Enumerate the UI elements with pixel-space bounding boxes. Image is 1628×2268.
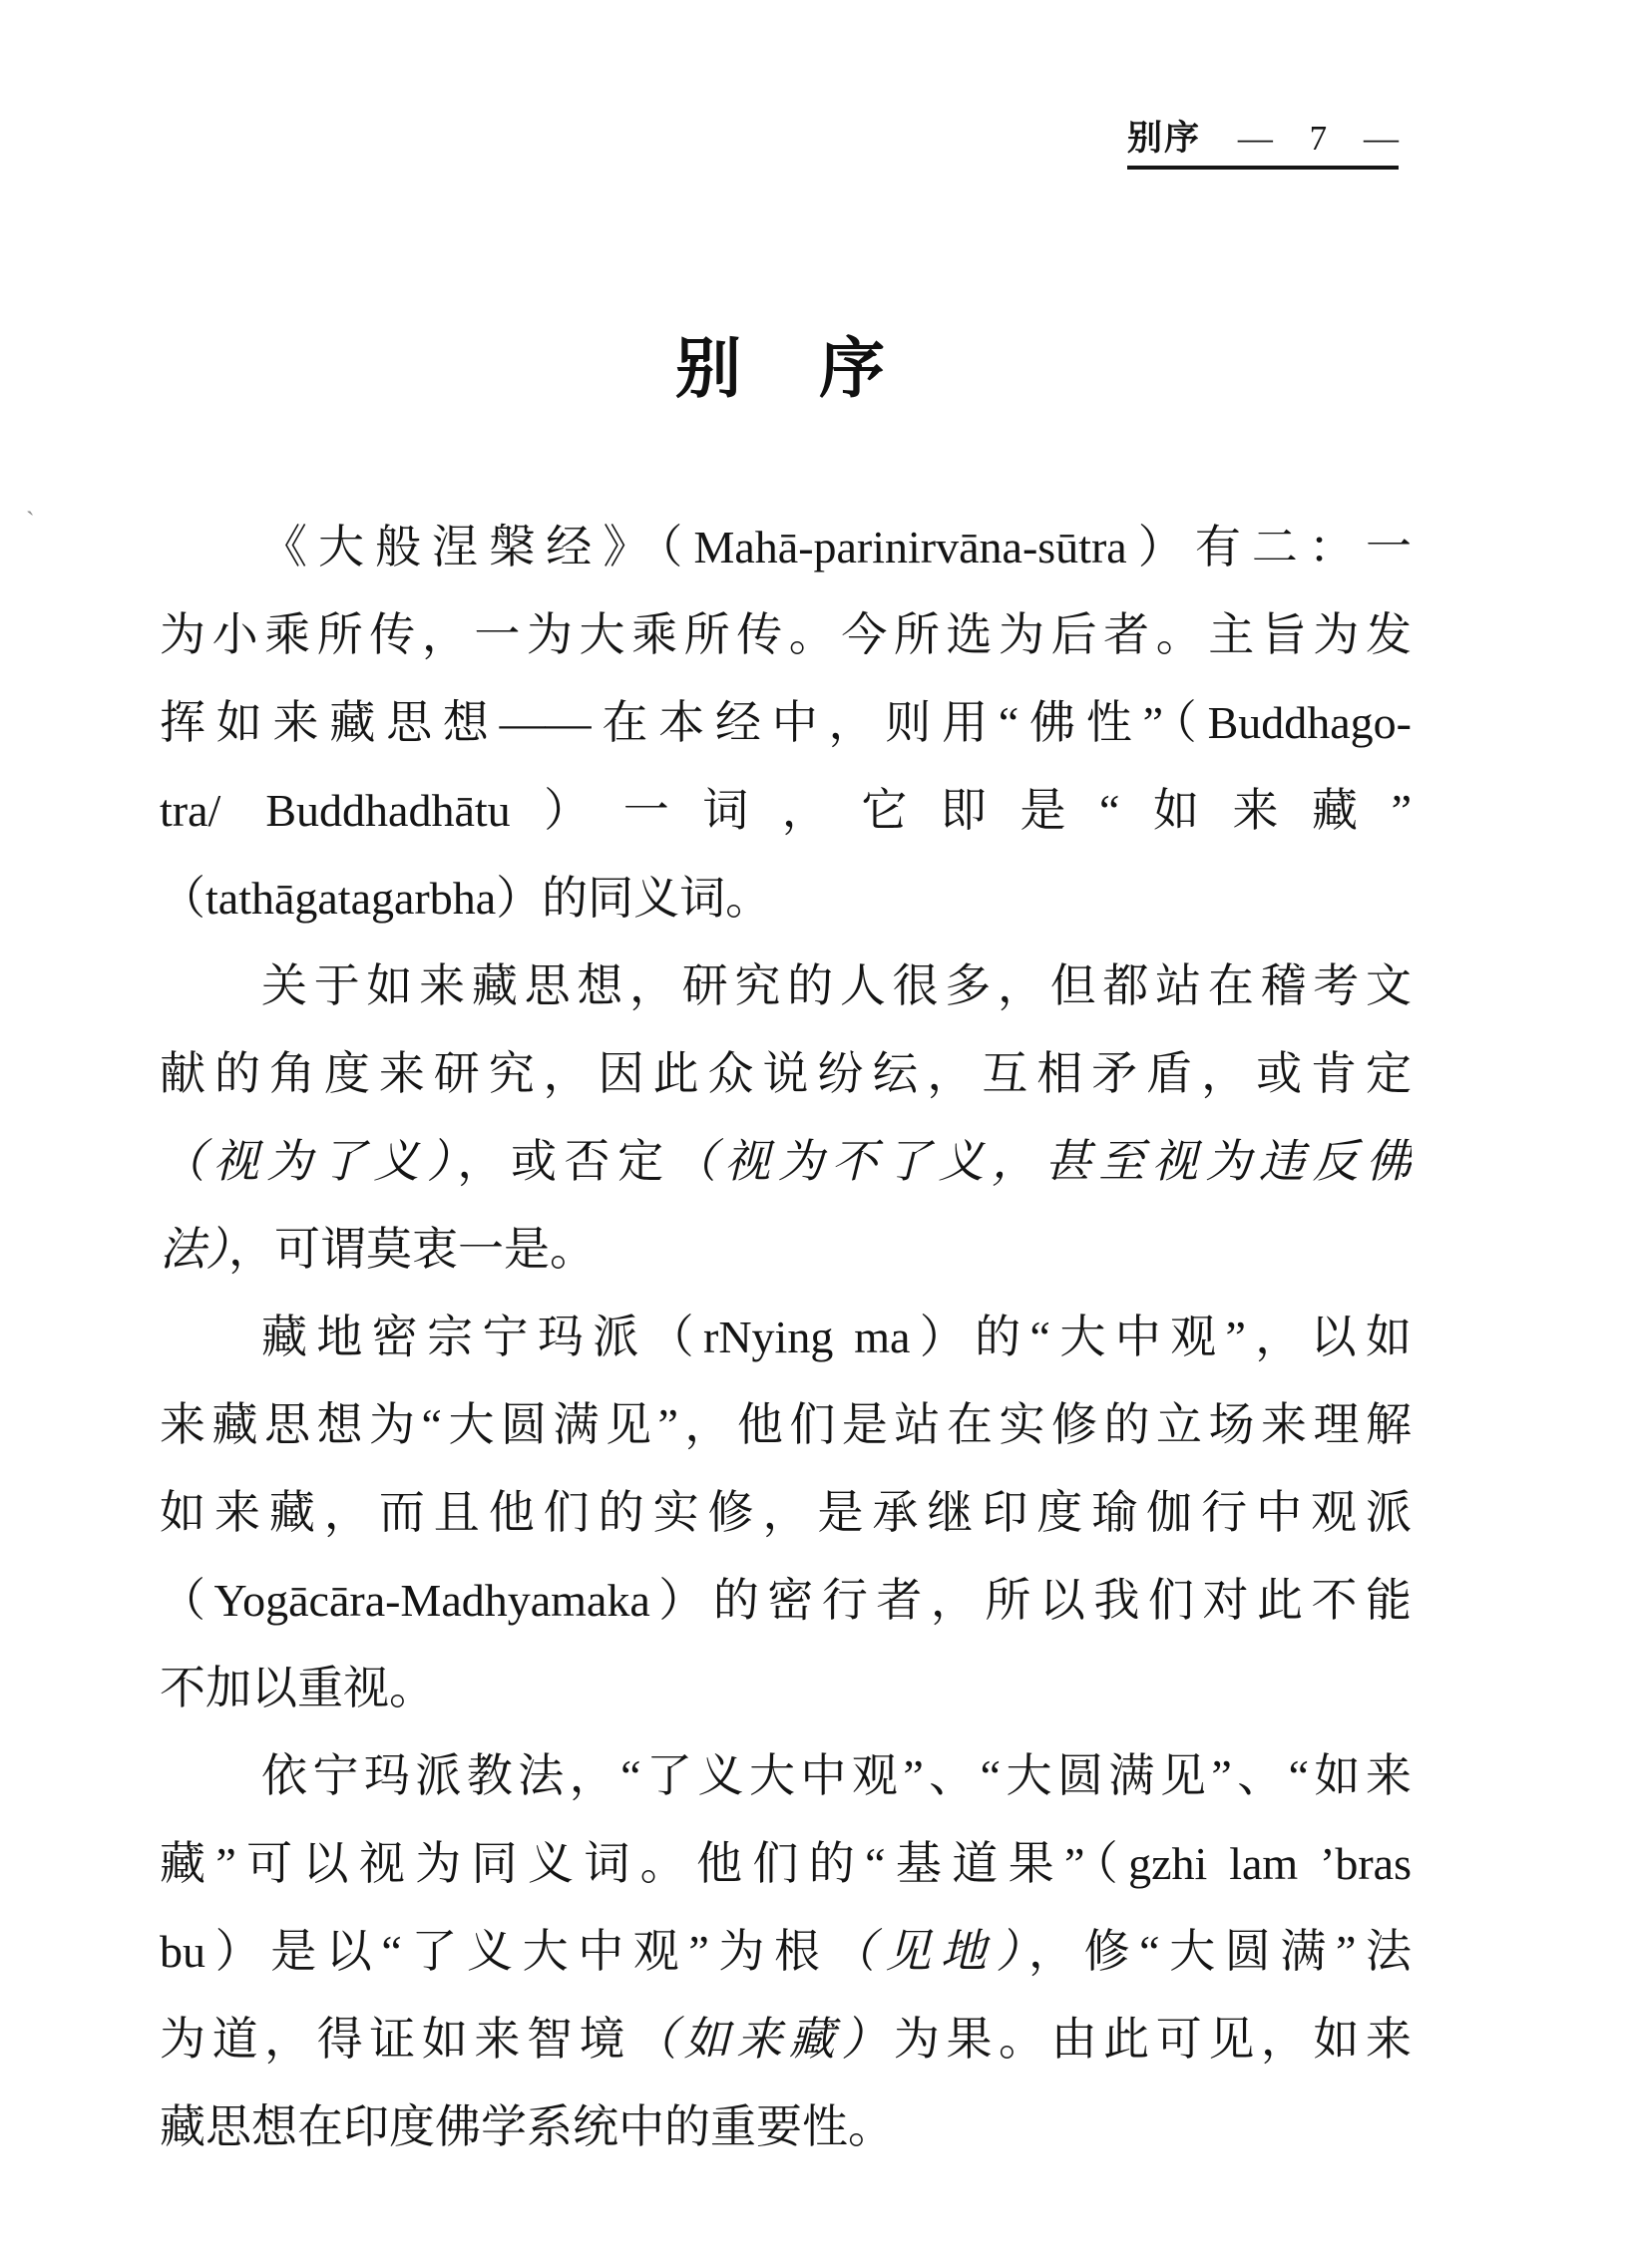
text-line <box>160 1645 1412 1732</box>
text-line <box>160 943 1412 1030</box>
text-segment: （Yogācāra-Madhyamaka）的密行者，所以我们对此不能 <box>160 1575 1412 1626</box>
text-line <box>160 1732 1412 1820</box>
text-segment: 为道，得证如来智境 <box>160 2014 632 2065</box>
text-line <box>160 855 1412 943</box>
text-segment: ，可谓莫衷一是。 <box>228 1224 596 1275</box>
text-segment: 藏地密宗宁玛派（rNying ma）的“大中观”，以如 <box>261 1312 1412 1362</box>
text-segment: （tathāgatagarbha）的同义词。 <box>160 873 772 924</box>
body-text <box>160 504 1412 2171</box>
text-line <box>160 1294 1412 1381</box>
text-line <box>160 504 1412 591</box>
text-segment: 关于如来藏思想，研究的人很多，但都站在稽考文 <box>261 960 1412 1011</box>
text-line <box>160 1206 1412 1294</box>
chapter-title: 别 序 <box>675 333 891 406</box>
text-segment: ，或否定 <box>457 1136 671 1187</box>
text-line <box>160 1557 1412 1645</box>
text-line <box>160 2083 1412 2171</box>
header-page-number: 7 <box>1309 119 1328 158</box>
text-segment: 藏”可以视为同义词。他们的“基道果”（gzhi lam ’bras <box>160 1838 1412 1889</box>
text-line <box>160 767 1412 855</box>
text-segment: 如来藏，而且他们的实修，是承继印度瑜伽行中观派 <box>160 1487 1412 1538</box>
header-dash-right: — <box>1364 119 1399 158</box>
text-segment: 《大般涅槃经》（Mahā-parinirvāna-sūtra）有二：一 <box>261 522 1412 572</box>
text-segment: 为小乘所传，一为大乘所传。今所选为后者。主旨为发 <box>160 609 1412 660</box>
text-segment: ，修“大圆满”法 <box>1027 1926 1412 1977</box>
kai-text-segment: （视为不了义，甚至视为违反佛 <box>670 1136 1412 1187</box>
text-line <box>160 1118 1412 1206</box>
text-segment: 不加以重视。 <box>160 1663 435 1713</box>
text-line <box>160 679 1412 767</box>
text-segment: 来藏思想为“大圆满见”，他们是站在实修的立场来理解 <box>160 1399 1412 1450</box>
text-segment: 依宁玛派教法，“了义大中观”、“大圆满见”、“如来 <box>261 1750 1412 1801</box>
text-segment: 为果。由此可见，如来 <box>893 2014 1412 2065</box>
kai-text-segment: （如来藏） <box>631 2014 894 2065</box>
text-segment: tra/ Buddhadhātu）一词，它即是“如来藏” <box>160 785 1412 836</box>
kai-text-segment: （视为了义） <box>160 1136 458 1187</box>
text-line <box>160 1820 1412 1908</box>
kai-text-segment: （见地） <box>829 1926 1028 1977</box>
text-line <box>160 1469 1412 1557</box>
text-line <box>160 1996 1412 2083</box>
scan-artifact-mark: ` <box>26 507 35 536</box>
text-segment: 献的角度来研究，因此众说纷纭，互相矛盾，或肯定 <box>160 1048 1412 1099</box>
header-dash-left: — <box>1237 119 1273 158</box>
text-segment: bu）是以“了义大中观”为根 <box>160 1926 830 1977</box>
text-line <box>160 1381 1412 1469</box>
text-segment: 藏思想在印度佛学系统中的重要性。 <box>160 2101 894 2152</box>
text-line <box>160 591 1412 679</box>
text-line <box>160 1030 1412 1118</box>
text-segment: 挥如来藏思想——在本经中，则用“佛性”（Buddhago- <box>160 697 1412 748</box>
header-section-label: 别序 <box>1127 119 1202 158</box>
running-header <box>1127 120 1399 170</box>
text-line <box>160 1908 1412 1996</box>
kai-text-segment: 法） <box>160 1224 228 1275</box>
